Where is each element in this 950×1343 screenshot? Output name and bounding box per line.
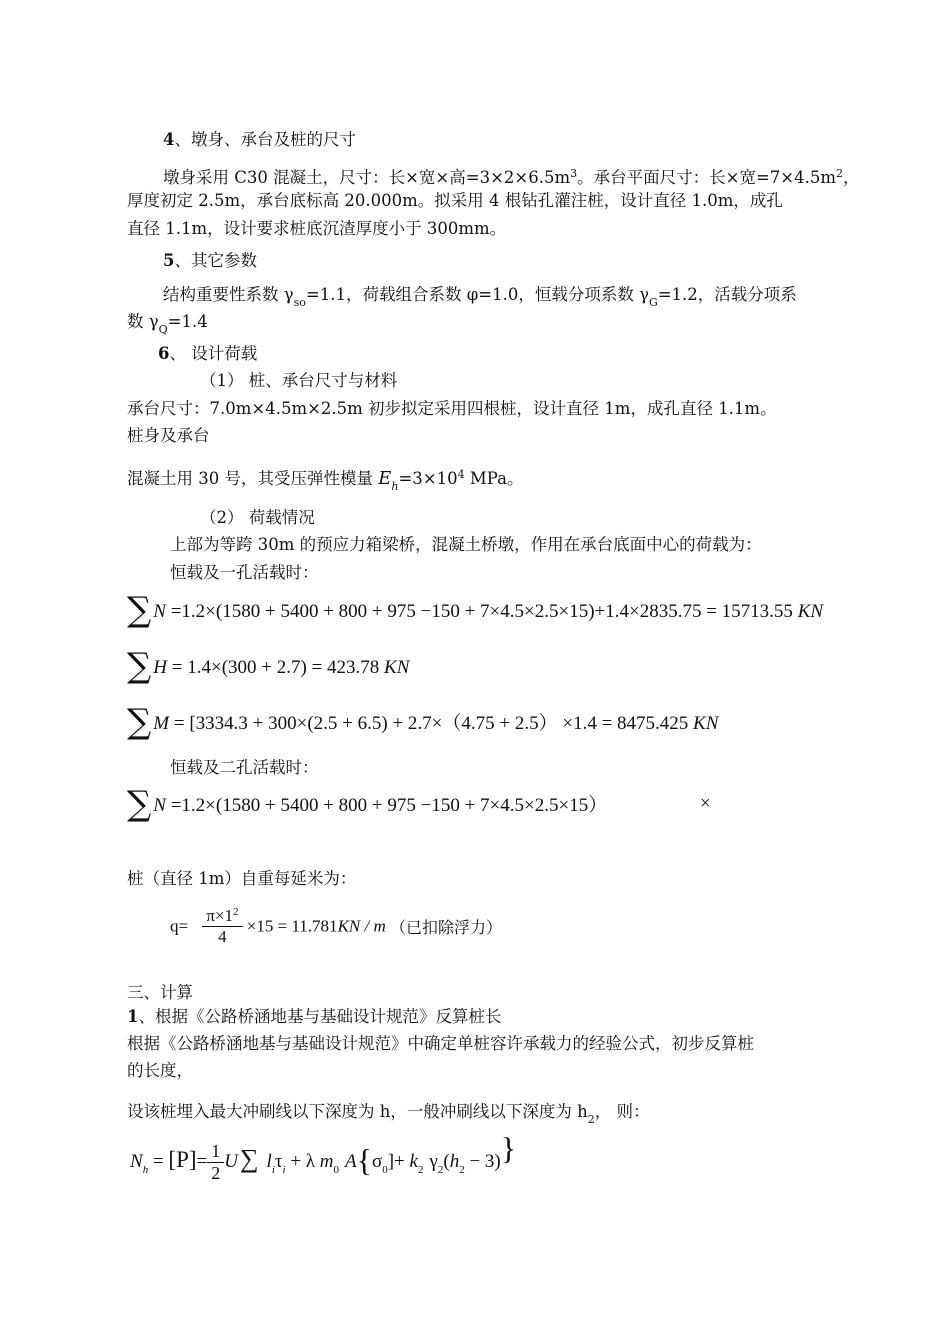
math-variable: U	[224, 1151, 238, 1172]
fraction	[207, 1141, 224, 1184]
subscript: Q	[158, 323, 168, 336]
subscript: h	[391, 480, 399, 493]
heading-text: 、墩身、承台及桩的尺寸	[174, 130, 356, 149]
math-variable: H	[153, 657, 168, 678]
section-5-paragraph-line-1	[163, 284, 797, 314]
formula-body: =1.2×(1580 + 5400 + 800 + 975 −150 + 7×4.5×2.5×15)+1.4×2835.75 = 15713.55	[165, 601, 798, 622]
formula-q	[170, 906, 502, 947]
section-4-paragraph-line-3: 直径 1.1m，设计要求桩底沉渣厚度小于 300mm。	[127, 219, 507, 238]
formula-bearing-capacity	[130, 1130, 516, 1184]
unit: KN	[384, 657, 410, 678]
load-case-2-label: 恒载及二孔活载时：	[170, 758, 319, 777]
math-variable: τ	[274, 1151, 283, 1172]
calculation-heading: 三、计算	[127, 983, 193, 1002]
fraction-numerator: 1	[207, 1141, 224, 1163]
subscript: i	[282, 1164, 286, 1176]
section-4-paragraph-line-2: 厚度初定 2.5m，承台底标高 20.000m。拟采用 4 根钻孔灌注桩，设计直径 1.0m，成孔	[127, 191, 783, 210]
text-span: MPa。	[464, 469, 524, 488]
math-variable: N	[153, 795, 166, 816]
operator: − 3)	[464, 1151, 501, 1172]
calc-subsection-1-heading	[127, 1006, 501, 1028]
calc-paragraph-line-1: 根据《公路桥涵地基与基础设计规范》中确定单桩容许承载力的经验公式，初步反算桩	[127, 1034, 754, 1053]
heading-number: 6	[158, 344, 170, 363]
fraction-denominator: 2	[211, 1163, 221, 1184]
text-span: =1.1，荷载组合系数 φ=1.0，恒载分项系数 γ	[305, 285, 649, 304]
operator: + λ	[285, 1151, 320, 1172]
formula-note: （已扣除浮力）	[390, 918, 503, 937]
section-5-heading	[163, 250, 257, 272]
math-variable: A	[345, 1151, 357, 1172]
math-variable: σ	[371, 1151, 383, 1172]
fraction-denominator: 4	[218, 927, 227, 946]
heading-number: 4	[163, 130, 175, 149]
sigma-symbol: ∑	[127, 590, 152, 630]
formula-body: = [3334.3 + 300×(2.5 + 6.5) + 2.7×（4.75 + 2.5） ×1.4 = 8475.425	[169, 713, 694, 734]
subscript: 2	[459, 1164, 465, 1176]
fraction	[202, 906, 242, 947]
math-variable: E	[378, 468, 392, 489]
calc-paragraph-line-3	[127, 1101, 650, 1131]
pile-size-line-2: 桩身及承台	[127, 426, 210, 445]
heading-text: 、根据《公路桥涵地基与基础设计规范》反算桩长	[138, 1007, 502, 1026]
section-5-paragraph-line-2	[127, 311, 208, 341]
math-variable: N	[153, 601, 166, 622]
unit: KN	[693, 713, 719, 734]
section-4-paragraph-line-1	[163, 163, 860, 189]
subscript: 2	[437, 1164, 444, 1176]
subscript: 2	[587, 1113, 595, 1126]
formula-body: = 1.4×(300 + 2.7) = 423.78	[167, 657, 385, 678]
formula-sum-N-case-2	[127, 784, 607, 824]
operator: (	[443, 1151, 450, 1172]
formula-body: =1.2×(1580 + 5400 + 800 + 975 −150 + 7×4.5×2.5×15）	[165, 795, 608, 816]
subscript: so	[293, 296, 306, 309]
pile-self-weight-label: 桩（直径 1m）自重每延米为：	[127, 869, 357, 888]
superscript: 2	[836, 167, 843, 180]
text-span: =1.2，活载分项系	[657, 285, 797, 304]
load-description: 上部为等跨 30m 的预应力箱梁桥，混凝土桥墩，作用在承台底面中心的荷载为：	[170, 535, 762, 554]
subscript: 0	[333, 1164, 339, 1176]
subscript: h	[142, 1164, 149, 1176]
math-variable: l	[266, 1151, 272, 1172]
math-variable: M	[153, 713, 170, 734]
formula-sum-M	[127, 702, 718, 742]
sigma-symbol: ∑	[127, 646, 152, 686]
text-span: ，	[843, 168, 860, 187]
subscript: i	[271, 1164, 275, 1176]
subscript: G	[648, 296, 658, 309]
text-span: 墩身采用 C30 混凝土，尺寸：长×宽×高=3×2×6.5m	[163, 168, 571, 187]
brace: }	[500, 1130, 517, 1166]
section-6-heading	[158, 343, 257, 365]
text-span: q=	[170, 916, 189, 936]
heading-text: 、其它参数	[174, 251, 257, 270]
operator: =	[148, 1151, 169, 1172]
fraction-numerator	[202, 906, 242, 927]
text-span: 数 γ	[127, 312, 159, 331]
text-span: 。承台平面尺寸：长×宽=7×4.5m	[577, 168, 836, 187]
superscript: 2	[233, 906, 239, 918]
superscript: 4	[457, 468, 465, 481]
sigma-symbol: ∑	[239, 1144, 259, 1173]
sigma-symbol: ∑	[127, 702, 152, 742]
superscript: 3	[570, 167, 578, 180]
elastic-modulus-line	[127, 464, 523, 498]
brace: {	[356, 1142, 372, 1178]
pile-size-line-1: 承台尺寸：7.0m×4.5m×2.5m 初步拟定采用四根桩，设计直径 1m，成孔直径 1.1m。	[127, 399, 777, 418]
formula-trailing-multiply: ×	[700, 793, 711, 814]
subsection-2-heading: （2） 荷载情况	[200, 508, 315, 527]
text-span: 结构重要性系数 γ	[163, 285, 294, 304]
heading-number: 5	[163, 251, 175, 270]
text-span: ×15 = 11.781	[246, 916, 338, 936]
subsection-1-heading: （1） 桩、承台尺寸与材料	[200, 371, 398, 390]
bracket-term: [P]	[168, 1147, 197, 1172]
operator: ]+	[387, 1151, 410, 1172]
load-case-1-label: 恒载及一孔活载时：	[170, 563, 319, 582]
math-variable: k	[409, 1151, 418, 1172]
formula-sum-H	[127, 646, 409, 686]
unit: KN	[797, 601, 824, 622]
subscript: 0	[382, 1164, 388, 1176]
math-variable: h	[449, 1151, 460, 1172]
text-span: ， 则：	[594, 1102, 650, 1121]
math-variable: N	[130, 1151, 143, 1172]
formula-sum-N-case-1	[127, 590, 823, 630]
subscript: 2	[417, 1164, 424, 1176]
text-span: 设该桩埋入最大冲刷线以下深度为 h，一般冲刷线以下深度为 h	[127, 1102, 588, 1121]
operator: =	[196, 1151, 208, 1172]
section-4-heading	[163, 129, 356, 151]
heading-text: 、 设计荷载	[169, 344, 258, 363]
text-span: π×1	[206, 906, 234, 925]
text-span: =1.4	[167, 312, 208, 331]
text-span: 混凝土用 30 号，其受压弹性模量	[127, 469, 379, 488]
unit: KN / m	[337, 916, 386, 936]
math-variable: m	[319, 1151, 334, 1172]
calc-paragraph-line-2: 的长度，	[127, 1061, 193, 1080]
sigma-symbol: ∑	[127, 784, 152, 824]
text-span: =3×10	[398, 469, 458, 488]
math-variable: γ	[429, 1151, 438, 1172]
heading-number: 1	[127, 1007, 139, 1026]
